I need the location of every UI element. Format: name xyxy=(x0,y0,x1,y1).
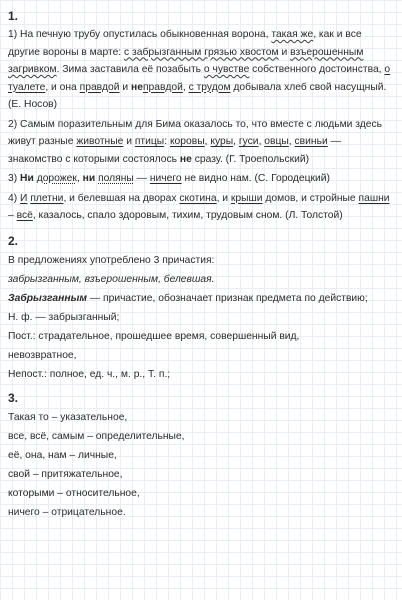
pronoun-line: все, всё, самым – определительные, xyxy=(8,430,185,442)
sentence-text: , казалось, спало здоровым, тихим, трудовым сном. (Л. Толстой) xyxy=(32,210,343,221)
sentence-text: , и белевшая на дворах xyxy=(63,192,180,204)
sentence-text: На печную трубу опустилась обыкновенная ворона, xyxy=(17,29,272,40)
section-1-body xyxy=(8,26,396,225)
marked-word: плетни xyxy=(30,192,64,204)
analysis-heading xyxy=(8,289,396,308)
sentence-1 xyxy=(8,26,396,114)
section-3-title: 3. xyxy=(8,390,19,405)
sentence-text: . Зима заставила её позабыть xyxy=(56,64,204,75)
sentence-text: — xyxy=(133,173,150,184)
pronoun-line: свой – притяжательное, xyxy=(8,468,123,480)
analysis-line: Н. ф. — забрызганный; xyxy=(8,311,120,323)
participles-intro: В предложениях употреблено 3 причастия: xyxy=(8,254,215,266)
sentence-2 xyxy=(8,116,396,169)
sentence-text: , xyxy=(182,81,189,93)
marked-word: дорожек xyxy=(36,173,77,184)
analysis-description: — причастие, обозначает признак предмета по действию; xyxy=(87,292,368,304)
marked-word: животные xyxy=(76,136,124,147)
sentence-number: 1) xyxy=(8,29,18,40)
marked-word: И xyxy=(20,192,28,204)
sentence-text: , xyxy=(76,173,83,184)
sentence-text: не видно нам. (С. Городецкий) xyxy=(181,173,330,184)
sentence-text: собственного достоинства, xyxy=(249,64,385,75)
sentence-text: , и она xyxy=(45,81,80,93)
sentence-text: домов, и стройные xyxy=(262,192,359,204)
marked-word: не xyxy=(179,153,192,165)
marked-word: о чувстве xyxy=(203,64,250,75)
section-1-title: 1. xyxy=(8,9,19,23)
marked-word: скотина xyxy=(179,192,217,204)
sentence-text: , и xyxy=(216,192,231,204)
marked-word: поляны xyxy=(98,173,134,184)
sentence-text: и xyxy=(278,46,291,58)
marked-word: овцы xyxy=(264,136,289,147)
sentence-text: сразу. (Г. Троепольский) xyxy=(191,153,310,165)
pronoun-line: ничего – отрицательное. xyxy=(8,506,126,518)
marked-word: гуси xyxy=(238,136,259,147)
sentence-text: : xyxy=(164,136,170,147)
marked-word: правдой xyxy=(142,81,183,93)
marked-word: такая же xyxy=(271,29,314,40)
marked-word: правдой xyxy=(79,81,120,93)
pronoun-line: которыми – относительное, xyxy=(8,487,140,499)
sentence-text: , xyxy=(233,136,239,147)
marked-word: взъерошенным загривком xyxy=(8,46,364,75)
pronoun-line: Такая то – указательное, xyxy=(8,411,128,423)
marked-word: пашни xyxy=(358,192,390,204)
marked-word: птицы xyxy=(134,136,165,147)
section-2-title: 2. xyxy=(8,233,19,248)
marked-word: всё xyxy=(16,210,33,221)
marked-word: ничего xyxy=(149,173,182,184)
sentence-text: и xyxy=(119,81,132,93)
marked-word: о туалете xyxy=(8,64,391,93)
sentence-text: – xyxy=(8,210,17,221)
analysis-word: Забрызганным xyxy=(8,292,87,304)
sentence-4 xyxy=(8,190,396,225)
marked-word: с трудом xyxy=(188,81,231,93)
sentence-number: 3) xyxy=(8,173,18,184)
sentence-text: добывала хлеб свой насущный. (Е. Носов) xyxy=(8,81,387,110)
sentence-text: — знакомство с которыми состоялось xyxy=(8,136,341,165)
participles-list: забрызганным, взъерошенным, белевшая. xyxy=(8,273,215,285)
sentence-text: , xyxy=(288,136,295,147)
sentence-number: 4) xyxy=(8,192,18,204)
marked-word: коровы xyxy=(169,136,205,147)
sentence-3 xyxy=(8,170,396,188)
document xyxy=(8,6,396,522)
sentence-text: , xyxy=(204,136,211,147)
marked-word: Ни xyxy=(20,173,34,184)
sentence-number: 2) xyxy=(8,118,18,130)
pronoun-line: её, она, нам – личные, xyxy=(8,449,117,461)
marked-word: ни xyxy=(82,173,96,184)
marked-word: свиньи xyxy=(294,136,328,147)
marked-word: не xyxy=(131,81,143,93)
sentence-text: , xyxy=(258,136,265,147)
sentence-text: и xyxy=(123,136,135,147)
analysis-line: невозвратное, xyxy=(8,349,77,361)
marked-word: с забрызганным грязью хвостом xyxy=(124,46,279,58)
marked-word: куры xyxy=(210,136,234,147)
sentence-text: Самым поразительным для Бима оказалось то, что вместе с людьми здесь живут разные xyxy=(8,118,383,147)
sentence-text: , как и все другие вороны в марте: xyxy=(8,29,362,58)
marked-word: крыши xyxy=(230,192,263,204)
analysis-line: Пост.: страдательное, прошедшее время, совершенный вид, xyxy=(8,330,300,342)
analysis-line: Непост.: полное, ед. ч., м. р., Т. п.; xyxy=(8,368,171,380)
